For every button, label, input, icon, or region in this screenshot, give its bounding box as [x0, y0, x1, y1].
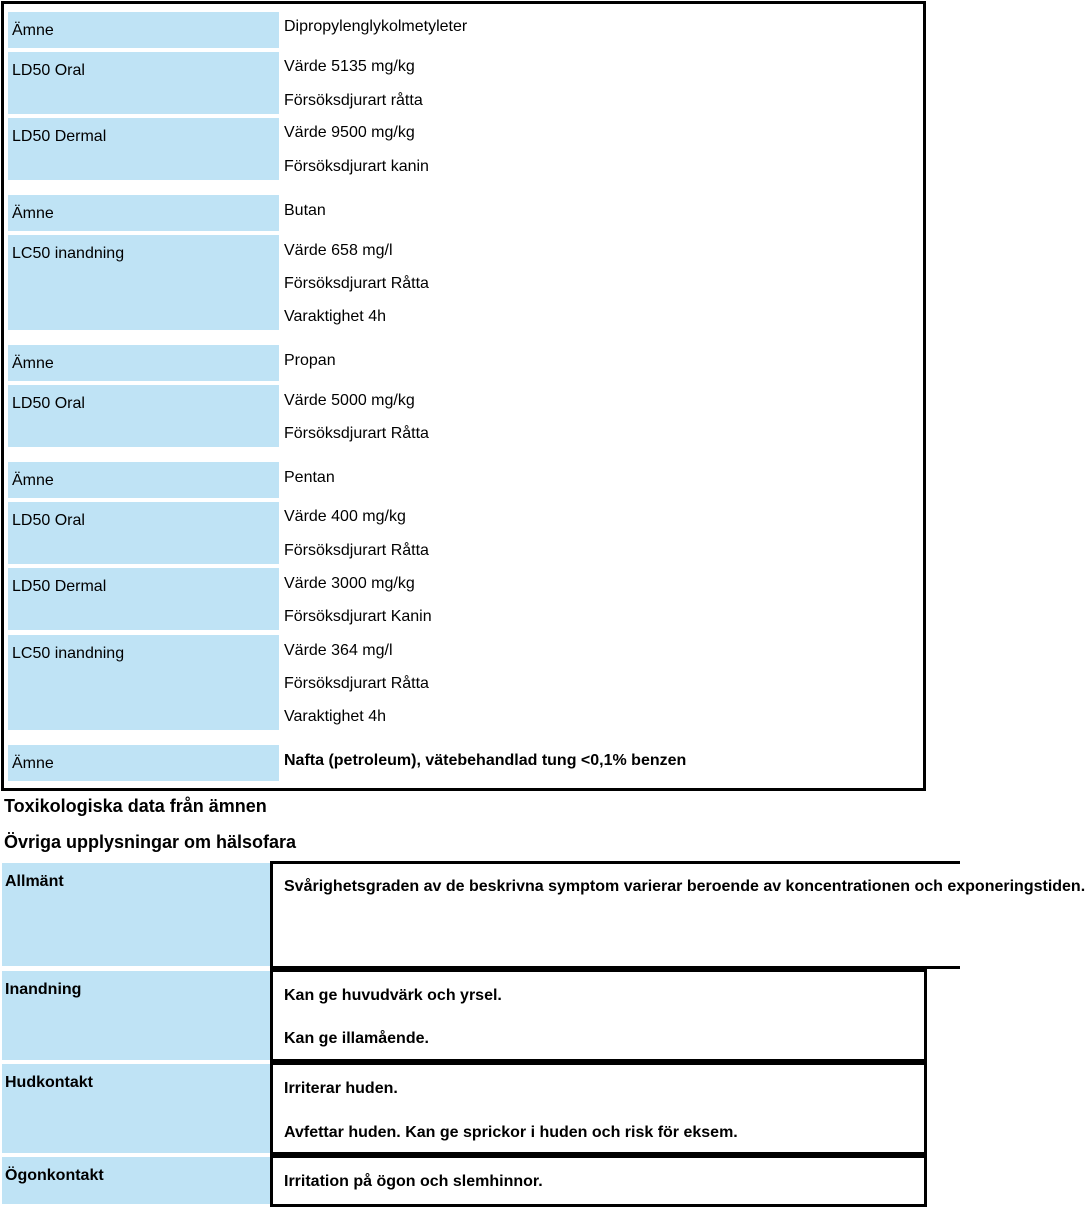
test-label: [8, 385, 279, 447]
substance-name: Dipropylenglykolmetyleter: [284, 18, 468, 35]
test-label-text: LD50 Oral: [12, 62, 85, 79]
substance-name: Propan: [284, 352, 336, 369]
health-label: [2, 971, 272, 1060]
amne-label-text: Ämne: [12, 355, 54, 372]
test-label: [8, 502, 279, 564]
value-line: Försöksdjurart råtta: [284, 92, 423, 109]
value-line: Varaktighet 4h: [284, 308, 386, 325]
value-line: Värde 9500 mg/kg: [284, 124, 415, 141]
amne-label: [8, 745, 279, 781]
test-label: [8, 235, 279, 330]
health-box: [270, 969, 927, 1062]
amne-label: [8, 12, 279, 48]
value-line: Värde 658 mg/l: [284, 242, 393, 259]
health-text: Irriterar huden.: [284, 1080, 398, 1097]
section-title-toxicology: Toxikologiska data från ämnen: [4, 796, 267, 816]
health-label-text: Allmänt: [5, 873, 64, 890]
test-label: [8, 118, 279, 180]
amne-label-text: Ämne: [12, 755, 54, 772]
amne-label: [8, 462, 279, 498]
value-line: Värde 3000 mg/kg: [284, 575, 415, 592]
test-label-text: LC50 inandning: [12, 245, 125, 262]
test-label-text: LD50 Oral: [12, 395, 85, 412]
value-line: Försöksdjurart kanin: [284, 158, 429, 175]
health-label-text: Hudkontakt: [5, 1074, 93, 1091]
amne-label: [8, 195, 279, 231]
value-line: Värde 364 mg/l: [284, 642, 393, 659]
value-line: Försöksdjurart Råtta: [284, 425, 429, 442]
test-label: [8, 568, 279, 630]
amne-label-text: Ämne: [12, 22, 54, 39]
test-label-text: LD50 Dermal: [12, 578, 107, 595]
substance-name: Nafta (petroleum), vätebehandlad tung <0,1% benzen: [284, 752, 687, 769]
section-title-health: Övriga upplysningar om hälsofara: [4, 832, 297, 852]
test-label: [8, 635, 279, 730]
substance-name: Butan: [284, 202, 326, 219]
health-label-text: Inandning: [5, 981, 82, 998]
value-line: Varaktighet 4h: [284, 708, 386, 725]
test-label-text: LC50 inandning: [12, 645, 125, 662]
amne-label: [8, 345, 279, 381]
health-label: [2, 1157, 272, 1204]
health-label-text: Ögonkontakt: [5, 1167, 104, 1184]
health-label: [2, 1064, 272, 1153]
value-line: Värde 5135 mg/kg: [284, 58, 415, 75]
amne-label-text: Ämne: [12, 472, 54, 489]
test-label: [8, 52, 279, 114]
health-text: Avfettar huden. Kan ge sprickor i huden och risk för eksem.: [284, 1124, 738, 1141]
health-text: Irritation på ögon och slemhinnor.: [284, 1173, 543, 1190]
health-text: Kan ge illamående.: [284, 1030, 429, 1047]
value-line: Försöksdjurart Råtta: [284, 675, 429, 692]
value-line: Försöksdjurart Kanin: [284, 608, 432, 625]
substance-name: Pentan: [284, 469, 335, 486]
health-text: Kan ge huvudvärk och yrsel.: [284, 987, 502, 1004]
amne-label-text: Ämne: [12, 205, 54, 222]
health-text: Svårighetsgraden av de beskrivna symptom varierar beroende av koncentrationen och exponeringstiden.: [284, 878, 1085, 895]
test-label-text: LD50 Oral: [12, 512, 85, 529]
value-line: Värde 400 mg/kg: [284, 508, 406, 525]
value-line: Värde 5000 mg/kg: [284, 392, 415, 409]
test-label-text: LD50 Dermal: [12, 128, 107, 145]
health-label: [2, 863, 272, 966]
value-line: Försöksdjurart Råtta: [284, 542, 429, 559]
value-line: Försöksdjurart Råtta: [284, 275, 429, 292]
